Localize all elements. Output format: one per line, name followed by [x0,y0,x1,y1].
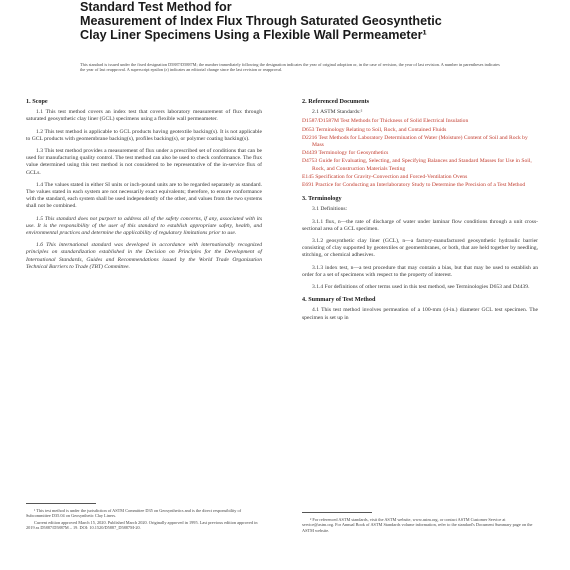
left-footnotes [26,508,262,531]
paragraph: 1.1 This test method covers an index test that covers laboratory measurement of flux through saturated geosynthetic clay liner (GCL) specimens using a flexible wall permeameter. [26,109,262,123]
paragraph: 1.2 This test method is applicable to GCL products having geotextile backing(s). It is not applicable to GCL products with geomembrane backing(s), profiles backing(s), or polymer coating backing(s). [26,128,262,142]
reference-link[interactable]: D1587/D1587M Test Methods for Thickness of Solid Electrical Insulation [302,118,469,125]
right-footnotes [302,517,538,534]
paragraph: 3.1.3 index test, n—a test procedure that may contain a bias, but that may be used to establish an order for a set of specimens with respect to the property of interest. [302,264,538,278]
footnote: ² For referenced ASTM standards, visit the ASTM website, www.astm.org, or contact ASTM Customer Service at service@astm.org. For Annual Book of ASTM Standards volume information, refer to the standard's Document Summary page on the ASTM website. [302,517,533,533]
paragraph: 3.1.1 flux, n—the rate of discharge of water under laminar flow conditions through a unit cross-sectional area of a GCL specimen. [302,218,538,232]
paragraph: 4.1 This test method involves permeation of a 100-mm (4-in.) diameter GCL test specimen. The specimen is set up in [302,307,538,321]
reference-link[interactable]: D2216 Test Methods for Laboratory Determination of Water (Moisture) Content of Soil and Rock by Mass [302,134,528,149]
title-line: Clay Liner Specimens Using a Flexible Wall Permeameter¹ [80,28,427,42]
paragraph: 1.4 The values stated in either SI units or inch-pound units are to be regarded separately as standard. The values stated in each system are not necessarily exact equivalents; therefore, to ensure conformance with the standard, each system shall be used independently of the other, and values from the two systems shall not be combined. [26,181,262,210]
paragraph: 3.1 Definitions: [312,206,348,213]
designation-notice: This standard is issued under the fixed designation D5887/D5887M; the number immediately following the designation indicates the year of original adoption or, in the case of revision, the year of last revision. A number in parentheses indicates the year of last reapproval. A superscript epsilon (ε) indicates an editorial change since the last revision or reapproval. [80,62,500,73]
section-heading-scope: 1. Scope [26,98,48,105]
footnote-separator [302,512,372,513]
reference-link[interactable]: D4753 Guide for Evaluating, Selecting, and Specifying Balances and Standard Masses for Use in Soil, Rock, and Construction Materials Testing [302,158,532,172]
footnote: Current edition approved March 15, 2020. Published March 2020. Originally approved in 1995. Last previous edition approved in 2019 as D5887/D5887M – 19. DOI: 10.1520/D5887_D5887M-20. [26,519,258,530]
title-line: Measurement of Index Flux Through Saturated Geosynthetic [80,14,442,28]
paragraph: 1.5 This standard does not purport to address all of the safety concerns, if any, associated with its use. It is the responsibility of the user of this standard to establish appropriate safety, health, and environmental practices and determine the applicability of regulatory limitations prior to use. [26,215,262,237]
footnote-separator [26,503,96,504]
paragraph: 1.6 This international standard was developed in accordance with internationally recognized principles on standardization established in the Decision on Principles for the Development of International Standards, Guides and Recommendations issued by the World Trade Organization Technical Barriers to Trade (TBT) Committee. [26,242,262,270]
section-heading-summary: 4. Summary of Test Method [302,296,376,304]
footnote: ¹ This test method is under the jurisdiction of ASTM Committee D35 on Geosynthetics and is the direct responsibility of Subcommittee D35.04 on Geosynthetic Clay Liners. [26,508,242,519]
reference-link[interactable]: D653 Terminology Relating to Soil, Rock, and Contained Fluids [302,126,447,133]
title-line: Standard Test Method for [80,0,232,14]
paragraph: 3.1.4 For definitions of other terms used in this test method, see Terminologies D653 and D4439. [312,284,530,291]
document-title [80,0,520,42]
paragraph: 2.1 ASTM Standards:² [312,109,363,116]
reference-link[interactable]: E145 Specification for Gravity-Convection and Forced-Ventilation Ovens [302,173,468,180]
paragraph: 1.3 This test method provides a measurement of flux under a prescribed set of conditions that can be used for manufacturing quality control. The test method can also be used to check conformance. The flux value determined using this test method is not considered to be representative of the in-service flux of GCLs. [26,148,262,176]
reference-link[interactable]: D4439 Terminology for Geosynthetics [302,150,389,157]
section-heading-referenced-documents: 2. Referenced Documents [302,98,370,105]
paragraph: 3.1.2 geosynthetic clay liner (GCL), n—a factory-manufactured geosynthetic hydraulic barrier consisting of clay supported by geotextiles or geomembranes, or both, that are held together by needling, stitching, or chemical adhesives. [302,238,538,259]
right-column [302,96,538,327]
section-heading-terminology: 3. Terminology [302,195,342,203]
left-column [26,96,262,276]
reference-link[interactable]: E691 Practice for Conducting an Interlaboratory Study to Determine the Precision of a Test Method [302,182,526,189]
